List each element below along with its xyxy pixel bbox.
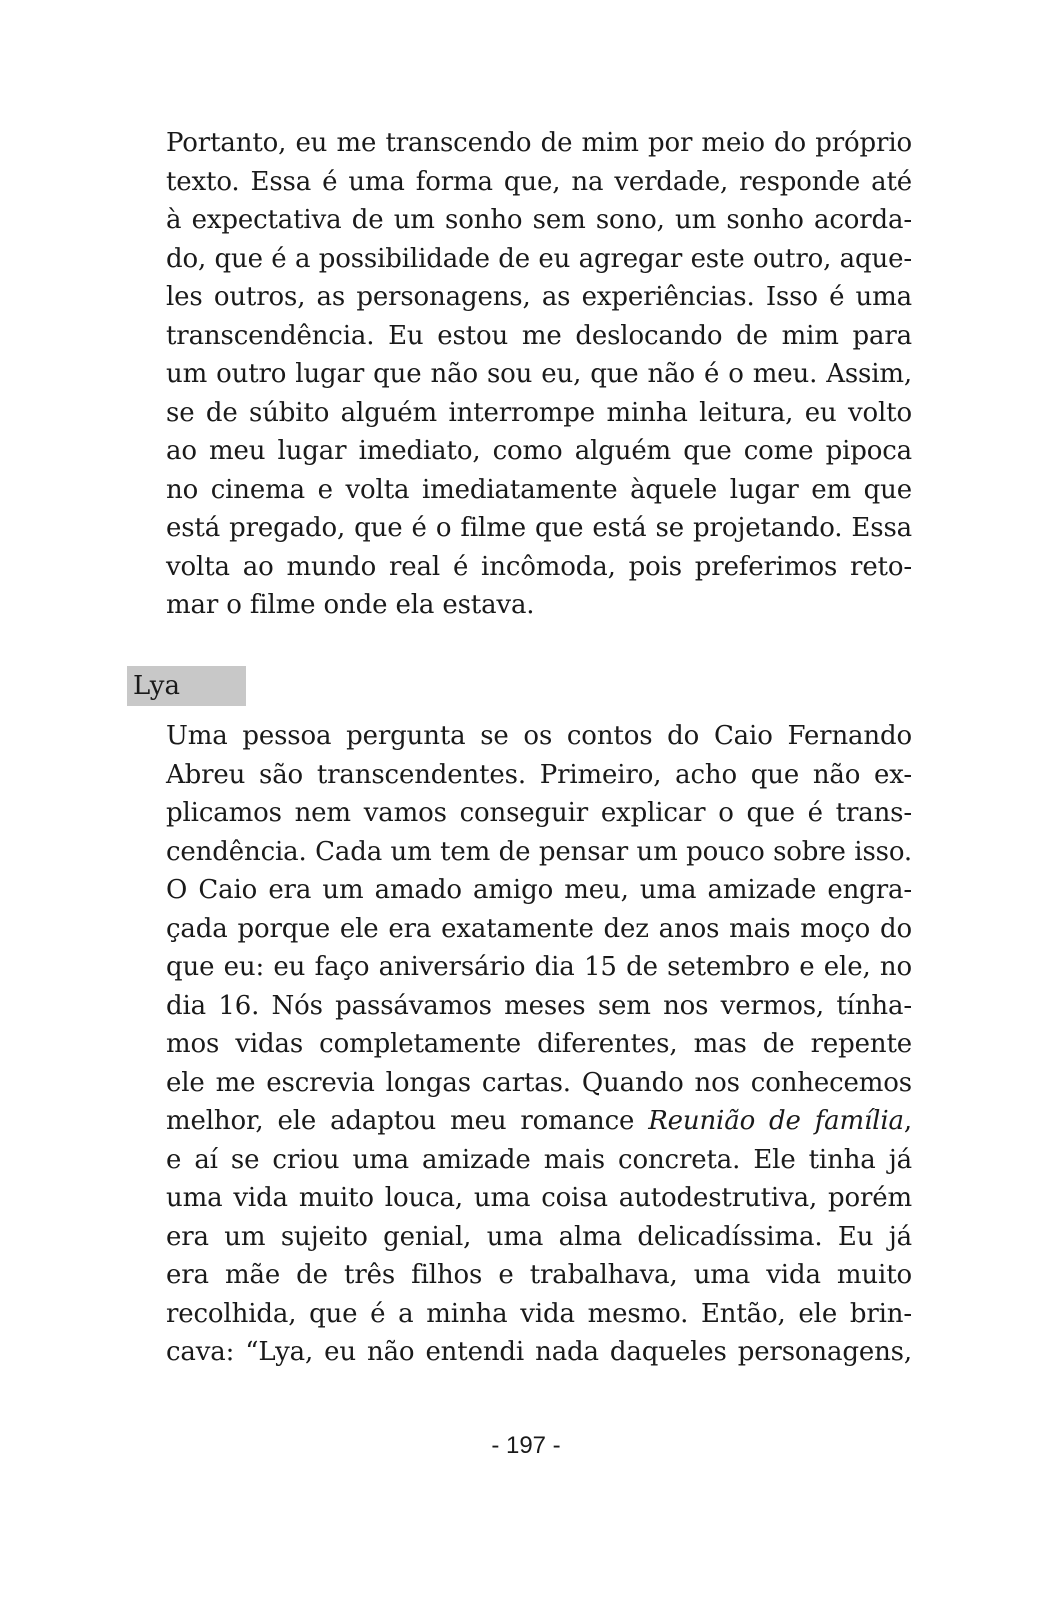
text-fragment: melhor, ele adaptou meu romance	[166, 1106, 649, 1136]
text-line: O Caio era um amado amigo meu, uma amizade engra-	[166, 875, 912, 905]
text-line: está pregado, que é o filme que está se projetando. Essa	[166, 513, 912, 543]
text-line-with-title	[166, 1102, 912, 1141]
text-fragment: ,	[903, 1106, 912, 1136]
text-line: cendência. Cada um tem de pensar um pouco sobre isso.	[166, 836, 912, 867]
text-line: ele me escrevia longas cartas. Quando nos conhecemos	[166, 1067, 912, 1098]
text-line: era um sujeito genial, uma alma delicadíssima. Eu já	[166, 1221, 912, 1252]
text-line: mos vidas completamente diferentes, mas de repente	[166, 1029, 912, 1059]
paragraph-1	[166, 124, 912, 625]
text-line: no cinema e volta imediatamente àquele lugar em que	[166, 474, 912, 505]
text-line: Uma pessoa pergunta se os contos do Caio Fernando	[166, 721, 912, 751]
text-line: se de súbito alguém interrompe minha leitura, eu volto	[166, 397, 912, 428]
book-title: Reunião de família	[648, 1106, 904, 1136]
text-line: transcendência. Eu estou me deslocando de mim para	[166, 320, 912, 351]
text-line: uma vida muito louca, uma coisa autodestrutiva, porém	[166, 1183, 912, 1213]
text-line: mar o filme onde ela estava.	[166, 590, 535, 620]
text-line: um outro lugar que não sou eu, que não é o meu. Assim,	[166, 359, 912, 389]
paragraph-2	[166, 717, 912, 1372]
text-line: volta ao mundo real é incômoda, pois preferimos reto-	[166, 551, 912, 582]
text-line: do, que é a possibilidade de eu agregar este outro, aque-	[166, 243, 912, 274]
text-line: era mãe de três filhos e trabalhava, uma vida muito	[166, 1260, 912, 1290]
text-line: ao meu lugar imediato, como alguém que come pipoca	[166, 436, 912, 466]
text-line: que eu: eu faço aniversário dia 15 de setembro e ele, no	[166, 952, 912, 982]
text-line: çada porque ele era exatamente dez anos mais moço do	[166, 913, 912, 944]
text-line: les outros, as personagens, as experiências. Isso é uma	[166, 282, 912, 312]
text-line: e aí se criou uma amizade mais concreta. Ele tinha já	[166, 1144, 912, 1175]
text-line: à expectativa de um sonho sem sono, um sonho acorda-	[166, 205, 912, 235]
speaker-label: Lya	[127, 666, 246, 706]
page-number: - 197 -	[491, 1432, 561, 1459]
text-line: Abreu são transcendentes. Primeiro, acho que não ex-	[166, 759, 912, 790]
text-line: recolhida, que é a minha vida mesmo. Então, ele brin-	[166, 1298, 912, 1329]
text-line: plicamos nem vamos conseguir explicar o que é trans-	[166, 798, 912, 828]
text-line: texto. Essa é uma forma que, na verdade, responde até	[166, 166, 912, 197]
text-line: Portanto, eu me transcendo de mim por meio do próprio	[166, 128, 912, 158]
text-line: dia 16. Nós passávamos meses sem nos vermos, tínha-	[166, 990, 912, 1021]
text-line: cava: “Lya, eu não entendi nada daqueles personagens,	[166, 1337, 912, 1367]
